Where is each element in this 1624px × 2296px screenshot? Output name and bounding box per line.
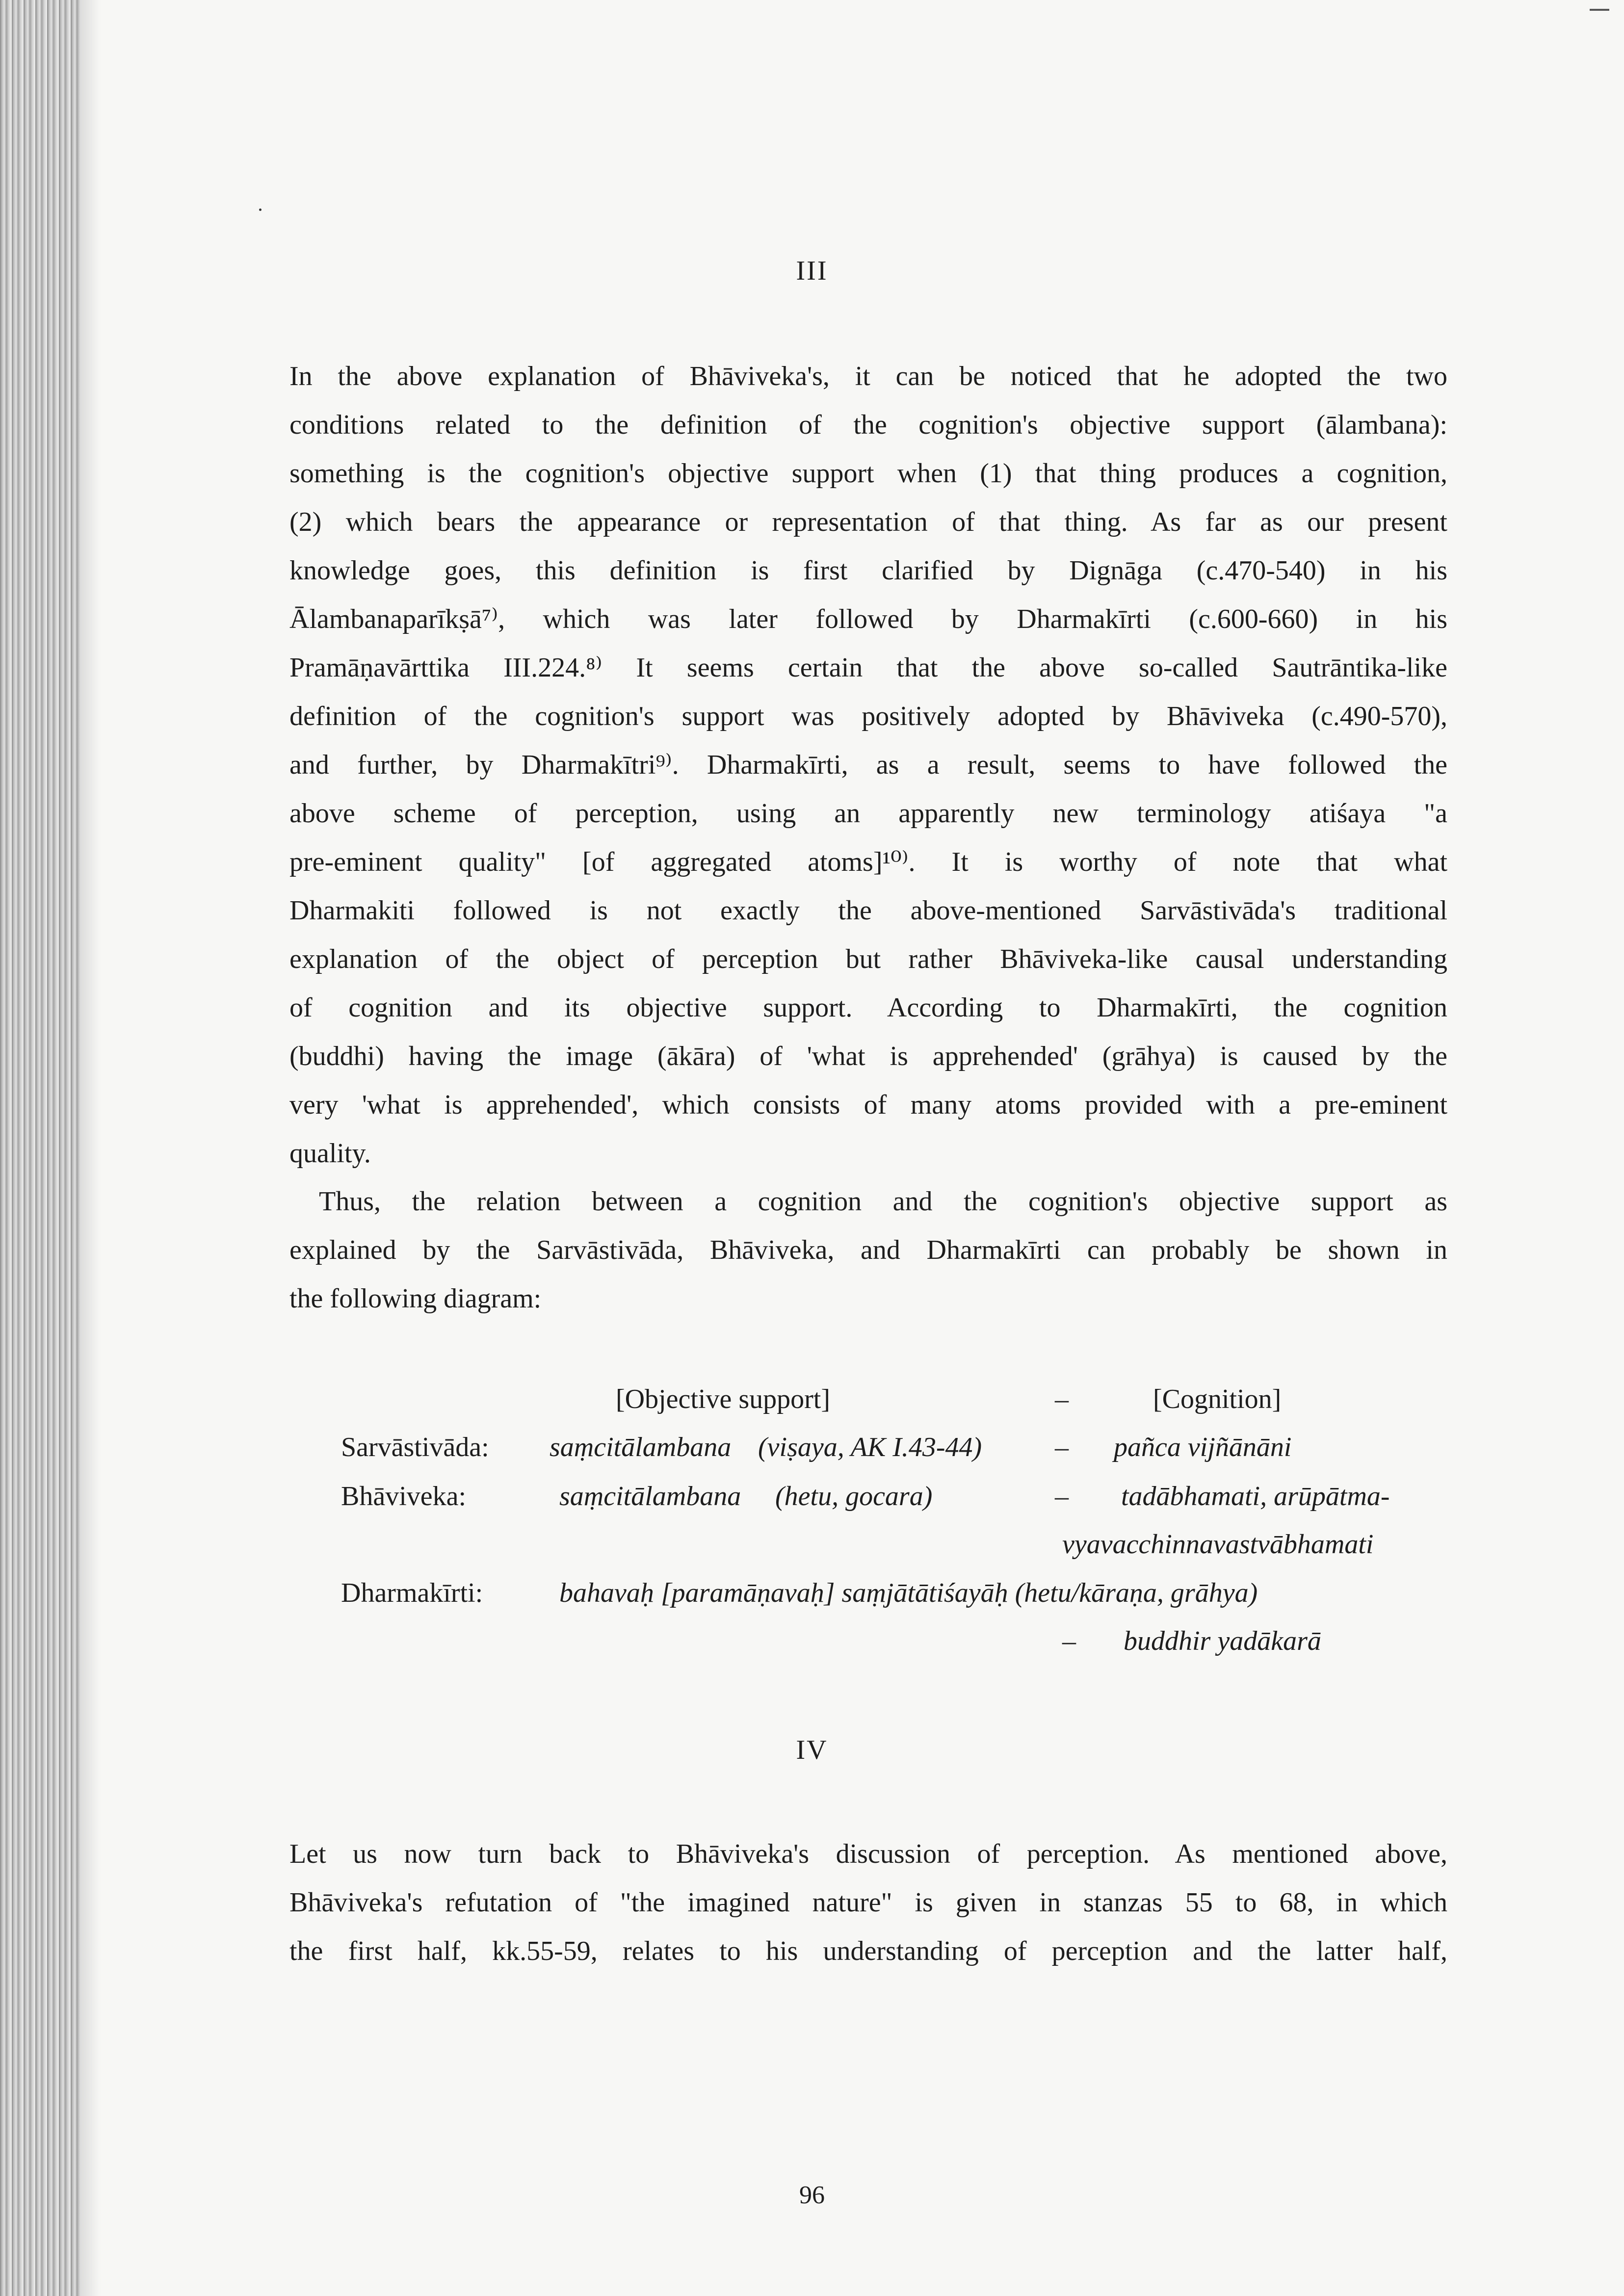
text-line: In the above explanation of Bhāviveka's, it can be noticed that he adopted the two — [289, 361, 1447, 391]
text-line: very 'what is apprehended', which consists of many atoms provided with a pre-eminent — [289, 1090, 1447, 1120]
diagram-header-objective-support: [Objective support] — [616, 1384, 830, 1414]
section-heading-four: IV — [796, 1735, 828, 1765]
sarvastivada-cognition: pañca vijñānāni — [1114, 1432, 1292, 1462]
text-line: the first half, kk.55-59, relates to his understanding of perception and the latter half, — [289, 1936, 1447, 1966]
sarvastivada-object-term: saṃcitālambana — [550, 1432, 732, 1462]
bhaviveka-cognition-line-two: vyavacchinnavastvābhamati — [1062, 1529, 1374, 1560]
text-line: pre-eminent quality" [of aggregated atoms]¹⁰⁾. It is worthy of note that what — [289, 847, 1447, 877]
bhaviveka-dash: – — [1055, 1481, 1069, 1512]
text-line: Let us now turn back to Bhāviveka's discussion of perception. As mentioned above, — [289, 1839, 1447, 1869]
sarvastivada-dash: – — [1055, 1432, 1069, 1462]
text-line: Pramāṇavārttika III.224.⁸⁾ It seems certain that the above so-called Sautrāntika-like — [289, 652, 1447, 683]
text-line: explanation of the object of perception but rather Bhāviveka-like causal understanding — [289, 944, 1447, 974]
section-heading-three: III — [796, 256, 828, 286]
text-line: of cognition and its objective support. According to Dharmakīrti, the cognition — [289, 992, 1447, 1023]
scan-mark — [1590, 9, 1609, 11]
text-line: above scheme of perception, using an apparently new terminology atiśaya "a — [289, 798, 1447, 829]
paragraph-two — [289, 1177, 1447, 1323]
text-line: (2) which bears the appearance or representation of that thing. As far as our present — [289, 507, 1447, 537]
paragraph-one — [289, 352, 1447, 1178]
dharmakirti-cognition: buddhir yadākarā — [1124, 1626, 1321, 1656]
text-line: Ālambanaparīkṣā⁷⁾, which was later followed by Dharmakīrti (c.600-660) in his — [289, 604, 1447, 634]
text-line: quality. — [289, 1138, 371, 1169]
text-line: knowledge goes, this definition is first clarified by Dignāga (c.470-540) in his — [289, 555, 1447, 586]
diagram-header-dash: – — [1055, 1384, 1069, 1414]
text-line: Dharmakiti followed is not exactly the above-mentioned Sarvāstivāda's traditional — [289, 895, 1447, 926]
sarvastivada-object-detail: (viṣaya, AK I.43-44) — [758, 1432, 982, 1462]
school-label-bhaviveka: Bhāviveka: — [341, 1481, 467, 1512]
text-line: (buddhi) having the image (ākāra) of 'what is apprehended' (grāhya) is caused by the — [289, 1041, 1447, 1071]
text-line: Thus, the relation between a cognition and the cognition's objective support as — [319, 1186, 1447, 1217]
page-number: 96 — [799, 2181, 825, 2209]
bhaviveka-object-term: saṃcitālambana — [559, 1481, 741, 1512]
text-line: something is the cognition's objective support when (1) that thing produces a cognition, — [289, 458, 1447, 489]
dharmakirti-dash: – — [1062, 1626, 1076, 1656]
text-line: the following diagram: — [289, 1283, 542, 1314]
school-label-dharmakirti: Dharmakīrti: — [341, 1578, 483, 1608]
scan-shadow-edge — [0, 0, 81, 2296]
bhaviveka-cognition-line-one: tadābhamati, arūpātma- — [1121, 1481, 1390, 1512]
school-label-sarvastivada: Sarvāstivāda: — [341, 1432, 489, 1462]
dharmakirti-object: bahavaḥ [paramāṇavaḥ] saṃjātātiśayāḥ (hetu/kāraṇa, grāhya) — [559, 1578, 1258, 1608]
scan-speck — [259, 209, 262, 211]
text-line: and further, by Dharmakītri⁹⁾. Dharmakīrti, as a result, seems to have followed the — [289, 750, 1447, 780]
text-line: Bhāviveka's refutation of "the imagined nature" is given in stanzas 55 to 68, in which — [289, 1887, 1447, 1918]
text-line: definition of the cognition's support was positively adopted by Bhāviveka (c.490-570), — [289, 701, 1447, 731]
text-line: conditions related to the definition of the cognition's objective support (ālambana): — [289, 410, 1447, 440]
paragraph-three — [289, 1830, 1447, 1976]
text-line: explained by the Sarvāstivāda, Bhāviveka, and Dharmakīrti can probably be shown in — [289, 1235, 1447, 1265]
diagram-header-cognition: [Cognition] — [1153, 1384, 1282, 1414]
bhaviveka-object-detail: (hetu, gocara) — [775, 1481, 933, 1512]
